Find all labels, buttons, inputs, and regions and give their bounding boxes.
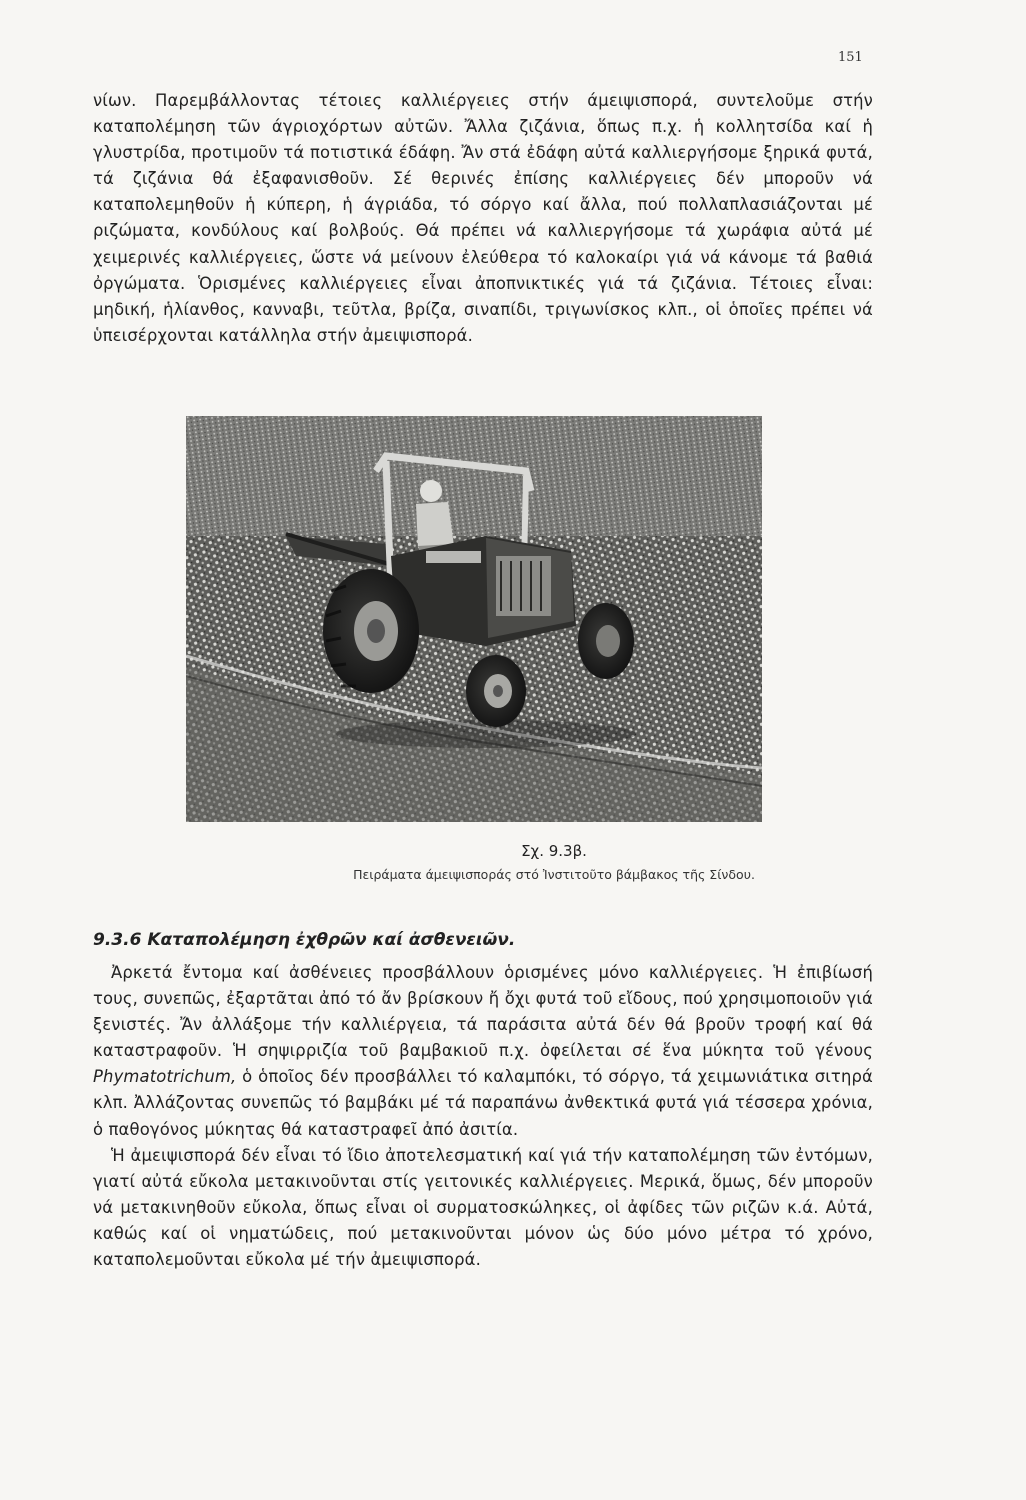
figure-label: Σχ. 9.3β.: [521, 842, 587, 860]
species-name: Phymatotrichum,: [93, 1067, 237, 1087]
page-number: 151: [838, 50, 863, 65]
intro-paragraph-block: [93, 88, 873, 349]
section-heading: 9.3.6 Καταπολέμηση ἐχθρῶν καί ἀσθενειῶν.: [93, 930, 516, 950]
figure-caption: Πειράματα άμειψισποράς στό Ἰνστιτοῦτο βάμβακος τῆς Σίνδου.: [353, 867, 755, 882]
tractor-photo: [186, 416, 762, 822]
section-paragraph-1: Ἀρκετά ἔντομα καί ἀσθένειες προσβάλλουν ὁρισμένες μόνο καλλιέργειες. Ἡ ἐπιβίωσή τους, συνεπῶς, ἐξαρτᾶται ἀπό τό ἄν βρίσκουν ἤ ὄχι φυτά τοῦ εἴδους, πού χρησιμοποιοῦν γιά ξενιστές. Ἄν ἀλλάξομε τήν καλλιέργεια, τά παράσιτα αὐτά δέν θά βροῦν τροφή καί θά καταστραφοῦν. Ἡ σηψιρριζία τοῦ βαμβακιοῦ π.χ. ὀφείλεται σέ ἕνα μύκητα τοῦ γένους Phymatotrichum, ὁ ὁποῖος δέν προσβάλλει τό καλαμπόκι, τό σόργο, τά χειμωνιάτικα σιτηρά κλπ. Ἀλλάζοντας συνεπῶς τό βαμβάκι μέ τά παραπάνω ἀνθεκτικά φυτά γιά τέσσερα χρόνια, ὁ παθογόνος μύκητας θά καταστραφεῖ ἀπό ἀσιτία.: [93, 963, 873, 1139]
section-body: [93, 960, 873, 1273]
intro-paragraph: νίων. Παρεμβάλλοντας τέτοιες καλλιέργειες στήν άμειψισπορά, συντελοῦμε στήν καταπολέμηση τῶν άγριοχόρτων αὐτῶν. Ἄλλα ζιζάνια, ὅπως π.χ. ἡ κολλητσίδα καί ἡ γλυστρίδα, προτιμοῦν τά ποτιστικά έδάφη. Ἄν στά ἐδάφη αὐτά καλλιεργήσομε ξηρικά φυτά, τά ζιζάνια θά ἐξαφανισθοῦν. Σέ θερινές ἐπίσης καλλιέργειες δέν μποροῦν νά καταπολεμηθοῦν ἡ κύπερη, ἡ άγριάδα, τό σόργο καί ἄλλα, πού πολλαπλασιάζονται μέ ριζώματα, κονδύλους καί βολβούς. Θά πρέπει νά καλλιεργήσομε τά χωράφια αὐτά μέ χειμερινές καλλιέργειες, ὥστε νά μείνουν ἐλεύθερα τό καλοκαίρι γιά νά κάνομε τά βαθιά ὀργώματα. Ὁρισμένες καλλιέργειες εἶναι ἀποπνικτικές γιά τά ζιζάνια. Τέτοιες εἶναι: μηδική, ἡλίανθος, κανναβι, τεῦτλα, βρίζα, σιναπίδι, τριγωνίσκος κλπ., οἱ ὁποῖες πρέπει νά ὑπεισέρχονται κατάλληλα στήν ἀμειψισπορά.: [93, 91, 873, 345]
section-paragraph-2: Ἡ ἀμειψισπορά δέν εἶναι τό ἴδιο ἀποτελεσματική καί γιά τήν καταπολέμηση τῶν ἐντόμων, γιατί αὐτά εὔκολα μετακινοῦνται στίς γειτονικές καλλιέργειες. Μερικά, ὅμως, δέν μποροῦν νά μετακινηθοῦν εὔκολα, ὅπως εἶναι οἱ συρματοσκώληκες, οἱ ἀφίδες τῶν ριζῶν κ.ά. Αὐτά, καθώς καί οἱ νηματώδεις, πού μετακινοῦνται μόνον ὡς δύο μόνο μέτρα τό χρόνο, καταπολεμοῦνται εὔκολα μέ τήν ἀμειψισπορά.: [93, 1145, 873, 1270]
